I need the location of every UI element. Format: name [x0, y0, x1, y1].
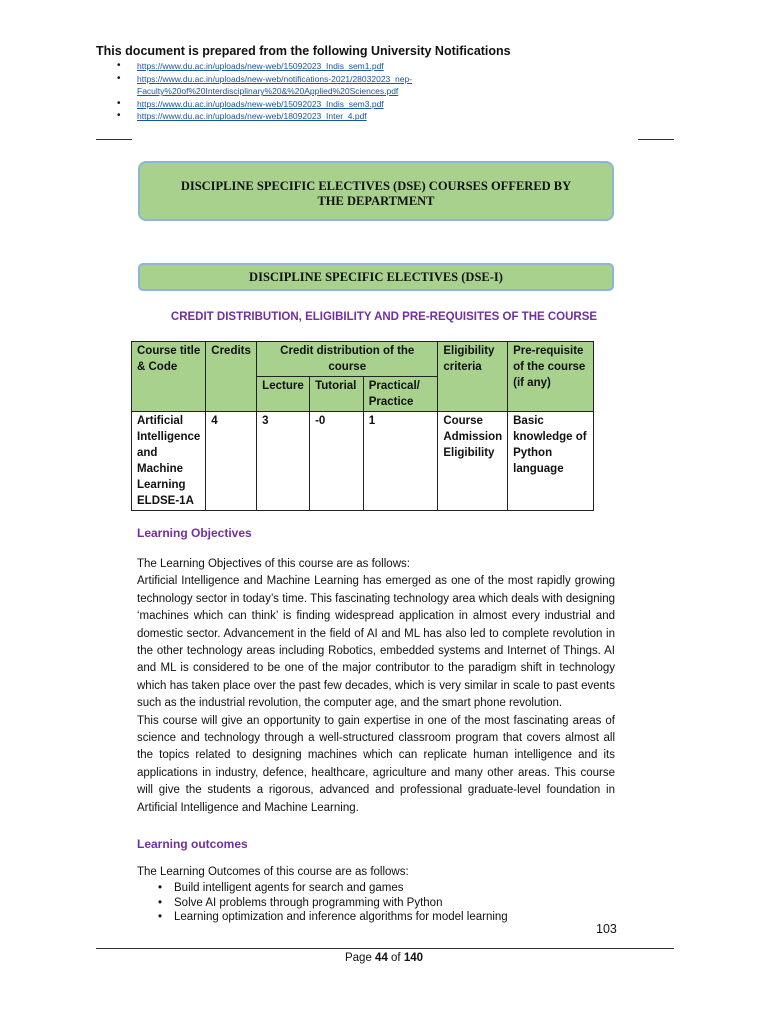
- cell-tutorial: -0: [310, 412, 364, 511]
- divider-right: [638, 139, 674, 140]
- notification-link-item[interactable]: [120, 98, 540, 111]
- footer-prefix: Page: [344, 952, 376, 964]
- table-row: [132, 412, 594, 511]
- footer-divider: [96, 948, 674, 949]
- header-credits: Credits: [206, 342, 257, 412]
- credit-distribution-heading: CREDIT DISTRIBUTION, ELIGIBILITY AND PRE-REQUISITES OF THE COURSE: [170, 311, 598, 323]
- notification-links: [120, 60, 540, 123]
- objectives-paragraph: Artificial Intelligence and Machine Learning has emerged as one of the most rapidly growing technology sector in today’s time. This fascinating technology area which deals with designing ‘machines which can think’ is finding widespread application in almost every industrial and domestic sector. Advancement in the field of AI and ML has also led to complete revolution in the other technology areas including Robotics, embedded systems and Internet of Things. AI and ML is considered to be one of the major contributor to the paradigm shift in technology which has taken place over the past few decades, which is very similar in scale to past events such as the industrial revolution, the computer age, and the smart phone revolution.: [137, 575, 615, 710]
- notification-link-item[interactable]: [120, 110, 540, 123]
- list-item: • Solve AI problems through programming with Python: [137, 896, 607, 911]
- notification-link[interactable]: https://www.du.ac.in/uploads/new-web/notifications-2021/28032023_nep-Faculty%20of%20Interdisciplinary%20&%20Applied%20Sciences.pdf: [137, 73, 413, 97]
- header-eligibility: Eligibility criteria: [438, 342, 508, 412]
- notification-link[interactable]: https://www.du.ac.in/uploads/new-web/15092023_Indis_sem3.pdf: [137, 98, 384, 109]
- total-pages: 140: [403, 952, 424, 964]
- dse-i-banner: DISCIPLINE SPECIFIC ELECTIVES (DSE-I): [138, 263, 614, 291]
- notification-link-item[interactable]: [120, 73, 540, 98]
- list-item: • Learning optimization and inference algorithms for model learning: [137, 910, 607, 925]
- current-page-number: 44: [375, 952, 388, 964]
- cell-credits: 4: [206, 412, 257, 511]
- divider-left: [96, 139, 132, 140]
- learning-outcomes-title: Learning outcomes: [137, 837, 248, 851]
- list-item: • Build intelligent agents for search and games: [137, 881, 607, 896]
- header-prerequisite: Pre-requisite of the course (if any): [508, 342, 594, 412]
- notice-heading: This document is prepared from the following University Notifications: [96, 44, 511, 58]
- header-practical: Practical/ Practice: [363, 377, 438, 412]
- learning-objectives-body: [137, 556, 615, 817]
- header-lecture: Lecture: [257, 377, 310, 412]
- cell-course-title: Artificial Intelligence and Machine Learning ELDSE-1A: [132, 412, 206, 511]
- objectives-paragraph: This course will give an opportunity to gain expertise in one of the most fascinating areas of science and technology through a well-structured classroom program that covers almost all the topics related to designing machines which can replicate human intelligence and its applications in industry, defence, healthcare, agriculture and many other areas. This course will give the students a rigorous, advanced and professional graduate-level foundation in Artificial Intelligence and Machine Learning.: [137, 714, 615, 814]
- cell-lecture: 3: [257, 412, 310, 511]
- page-footer: [0, 952, 768, 964]
- cell-practical: 1: [363, 412, 438, 511]
- cell-prerequisite: Basic knowledge of Python language: [508, 412, 594, 511]
- outcomes-list: [137, 881, 607, 925]
- header-tutorial: Tutorial: [310, 377, 364, 412]
- original-page-number: 103: [596, 922, 617, 936]
- footer-of: of: [387, 952, 404, 964]
- table-header-row: [132, 342, 594, 377]
- header-credit-distribution: Credit distribution of the course: [257, 342, 438, 377]
- notification-link[interactable]: https://www.du.ac.in/uploads/new-web/15092023_Indis_sem1.pdf: [137, 61, 384, 71]
- notification-link[interactable]: https://www.du.ac.in/uploads/new-web/18092023_Inter_4.pdf: [137, 111, 367, 122]
- credit-distribution-table: [131, 341, 594, 511]
- learning-objectives-title: Learning Objectives: [137, 526, 252, 540]
- dse-courses-banner: DISCIPLINE SPECIFIC ELECTIVES (DSE) COURSES OFFERED BY THE DEPARTMENT: [138, 161, 614, 221]
- objectives-intro: The Learning Objectives of this course are as follows:: [137, 558, 410, 570]
- notification-link-item[interactable]: [120, 60, 540, 73]
- header-course-title: Course title & Code: [132, 342, 206, 412]
- outcomes-intro: The Learning Outcomes of this course are as follows:: [137, 866, 409, 878]
- cell-eligibility: Course Admission Eligibility: [438, 412, 508, 511]
